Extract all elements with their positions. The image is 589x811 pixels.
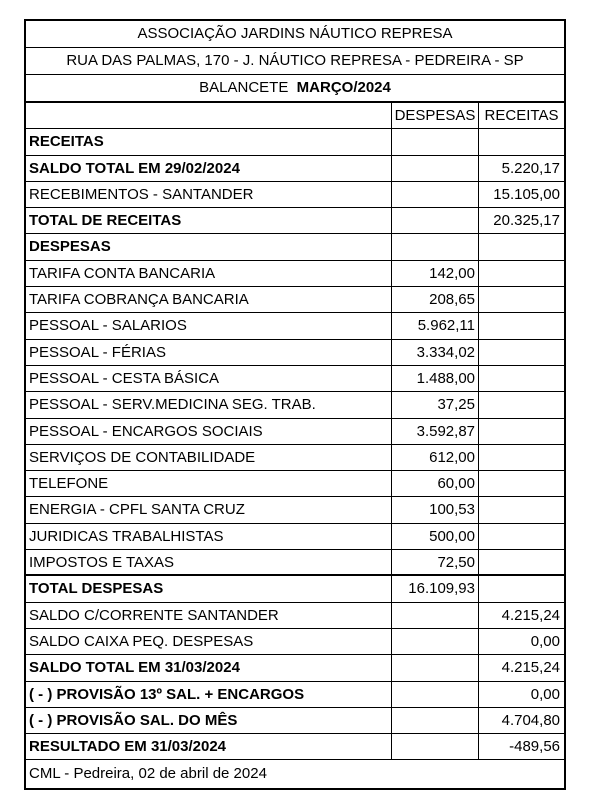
receita-value: 0,00 <box>478 629 564 654</box>
receita-value: 15.105,00 <box>478 182 564 207</box>
table-row <box>26 287 564 313</box>
table-row <box>26 182 564 208</box>
despesa-value <box>391 734 478 759</box>
receita-value: -489,56 <box>478 734 564 759</box>
row-label: SALDO TOTAL EM 29/02/2024 <box>29 159 240 177</box>
receitas-column-header: RECEITAS <box>478 103 564 128</box>
receita-value: 20.325,17 <box>478 208 564 233</box>
receita-value <box>478 366 564 391</box>
table-row <box>26 629 564 655</box>
row-label: IMPOSTOS E TAXAS <box>29 554 175 572</box>
row-label: TARIFA COBRANÇA BANCARIA <box>29 291 249 309</box>
table-row <box>26 419 564 445</box>
receita-value: 5.220,17 <box>478 156 564 181</box>
receita-value <box>478 340 564 365</box>
table-row <box>26 340 564 366</box>
despesa-value <box>391 208 478 233</box>
despesas-column-header: DESPESAS <box>391 103 478 128</box>
table-row <box>26 734 564 760</box>
table-row <box>26 682 564 708</box>
despesa-value <box>391 655 478 680</box>
receita-value <box>478 287 564 312</box>
receita-value <box>478 392 564 417</box>
despesa-value: 72,50 <box>391 550 478 574</box>
despesa-value: 500,00 <box>391 524 478 549</box>
table-row <box>26 471 564 497</box>
despesa-value: 3.334,02 <box>391 340 478 365</box>
association-address: RUA DAS PALMAS, 170 - J. NÁUTICO REPRESA - PEDREIRA - SP <box>26 47 564 74</box>
despesa-value: 5.962,11 <box>391 313 478 338</box>
row-label: PESSOAL - FÉRIAS <box>29 343 166 361</box>
table-row <box>26 156 564 182</box>
table-row <box>26 208 564 234</box>
table-row <box>26 261 564 287</box>
row-label: JURIDICAS TRABALHISTAS <box>29 527 224 545</box>
row-label: SALDO CAIXA PEQ. DESPESAS <box>29 632 254 650</box>
table-row <box>26 603 564 629</box>
despesa-value: 60,00 <box>391 471 478 496</box>
despesa-value: 208,65 <box>391 287 478 312</box>
table-row <box>26 129 564 155</box>
row-label: SERVIÇOS DE CONTABILIDADE <box>29 448 256 466</box>
despesa-value <box>391 629 478 654</box>
table-row <box>26 576 564 602</box>
row-label: ENERGIA - CPFL SANTA CRUZ <box>29 501 245 519</box>
row-label: RESULTADO EM 31/03/2024 <box>29 738 227 756</box>
row-label: TELEFONE <box>29 475 109 493</box>
receita-value: 4.215,24 <box>478 603 564 628</box>
table-body <box>26 129 564 760</box>
table-row <box>26 313 564 339</box>
row-label: SALDO TOTAL EM 31/03/2024 <box>29 659 240 677</box>
despesa-value <box>391 156 478 181</box>
row-label: PESSOAL - ENCARGOS SOCIAIS <box>29 422 263 440</box>
row-label: RECEBIMENTOS - SANTANDER <box>29 185 254 203</box>
row-label: RECEITAS <box>29 133 104 151</box>
association-name: ASSOCIAÇÃO JARDINS NÁUTICO REPRESA <box>137 25 453 42</box>
report-period: MARÇO/2024 <box>296 79 391 96</box>
despesa-value <box>391 708 478 733</box>
row-label: TARIFA CONTA BANCARIA <box>29 264 216 282</box>
receita-value <box>478 234 564 259</box>
report-prefix: BALANCETE <box>199 79 289 96</box>
table-row <box>26 392 564 418</box>
footer-location-date: CML - Pedreira, 02 de abril de 2024 <box>29 765 267 783</box>
receita-value <box>478 419 564 444</box>
receita-value <box>478 129 564 154</box>
despesa-value: 16.109,93 <box>391 576 478 601</box>
receita-value <box>478 497 564 522</box>
despesa-value <box>391 234 478 259</box>
table-row <box>26 655 564 681</box>
row-label: SALDO C/CORRENTE SANTANDER <box>29 606 279 624</box>
label-column-header <box>26 103 391 128</box>
receita-value: 0,00 <box>478 682 564 707</box>
table-row <box>26 497 564 523</box>
receita-value: 4.215,24 <box>478 655 564 680</box>
row-label: TOTAL DESPESAS <box>29 580 164 598</box>
despesa-value <box>391 603 478 628</box>
receita-value <box>478 576 564 601</box>
row-label: PESSOAL - CESTA BÁSICA <box>29 369 220 387</box>
despesa-value <box>391 682 478 707</box>
row-label: TOTAL DE RECEITAS <box>29 212 182 230</box>
receita-value: 4.704,80 <box>478 708 564 733</box>
column-header-row <box>26 103 564 129</box>
receita-value <box>478 445 564 470</box>
despesa-value <box>391 182 478 207</box>
despesa-value: 612,00 <box>391 445 478 470</box>
despesa-value: 100,53 <box>391 497 478 522</box>
balance-table <box>26 101 564 760</box>
receita-value <box>478 471 564 496</box>
despesa-value <box>391 129 478 154</box>
table-row <box>26 524 564 550</box>
receita-value <box>478 524 564 549</box>
row-label: ( - ) PROVISÃO 13º SAL. + ENCARGOS <box>29 685 305 703</box>
table-row <box>26 708 564 734</box>
table-row <box>26 445 564 471</box>
row-label: ( - ) PROVISÃO SAL. DO MÊS <box>29 711 238 729</box>
despesa-value: 37,25 <box>391 392 478 417</box>
despesa-value: 3.592,87 <box>391 419 478 444</box>
table-row <box>26 234 564 260</box>
report-title <box>26 74 564 101</box>
table-row <box>26 550 564 576</box>
balance-sheet <box>24 19 566 790</box>
despesa-value: 142,00 <box>391 261 478 286</box>
row-label: PESSOAL - SERV.MEDICINA SEG. TRAB. <box>29 396 316 414</box>
row-label: DESPESAS <box>29 238 111 256</box>
receita-value <box>478 261 564 286</box>
receita-value <box>478 550 564 574</box>
row-label: PESSOAL - SALARIOS <box>29 317 187 335</box>
receita-value <box>478 313 564 338</box>
despesa-value: 1.488,00 <box>391 366 478 391</box>
table-row <box>26 366 564 392</box>
